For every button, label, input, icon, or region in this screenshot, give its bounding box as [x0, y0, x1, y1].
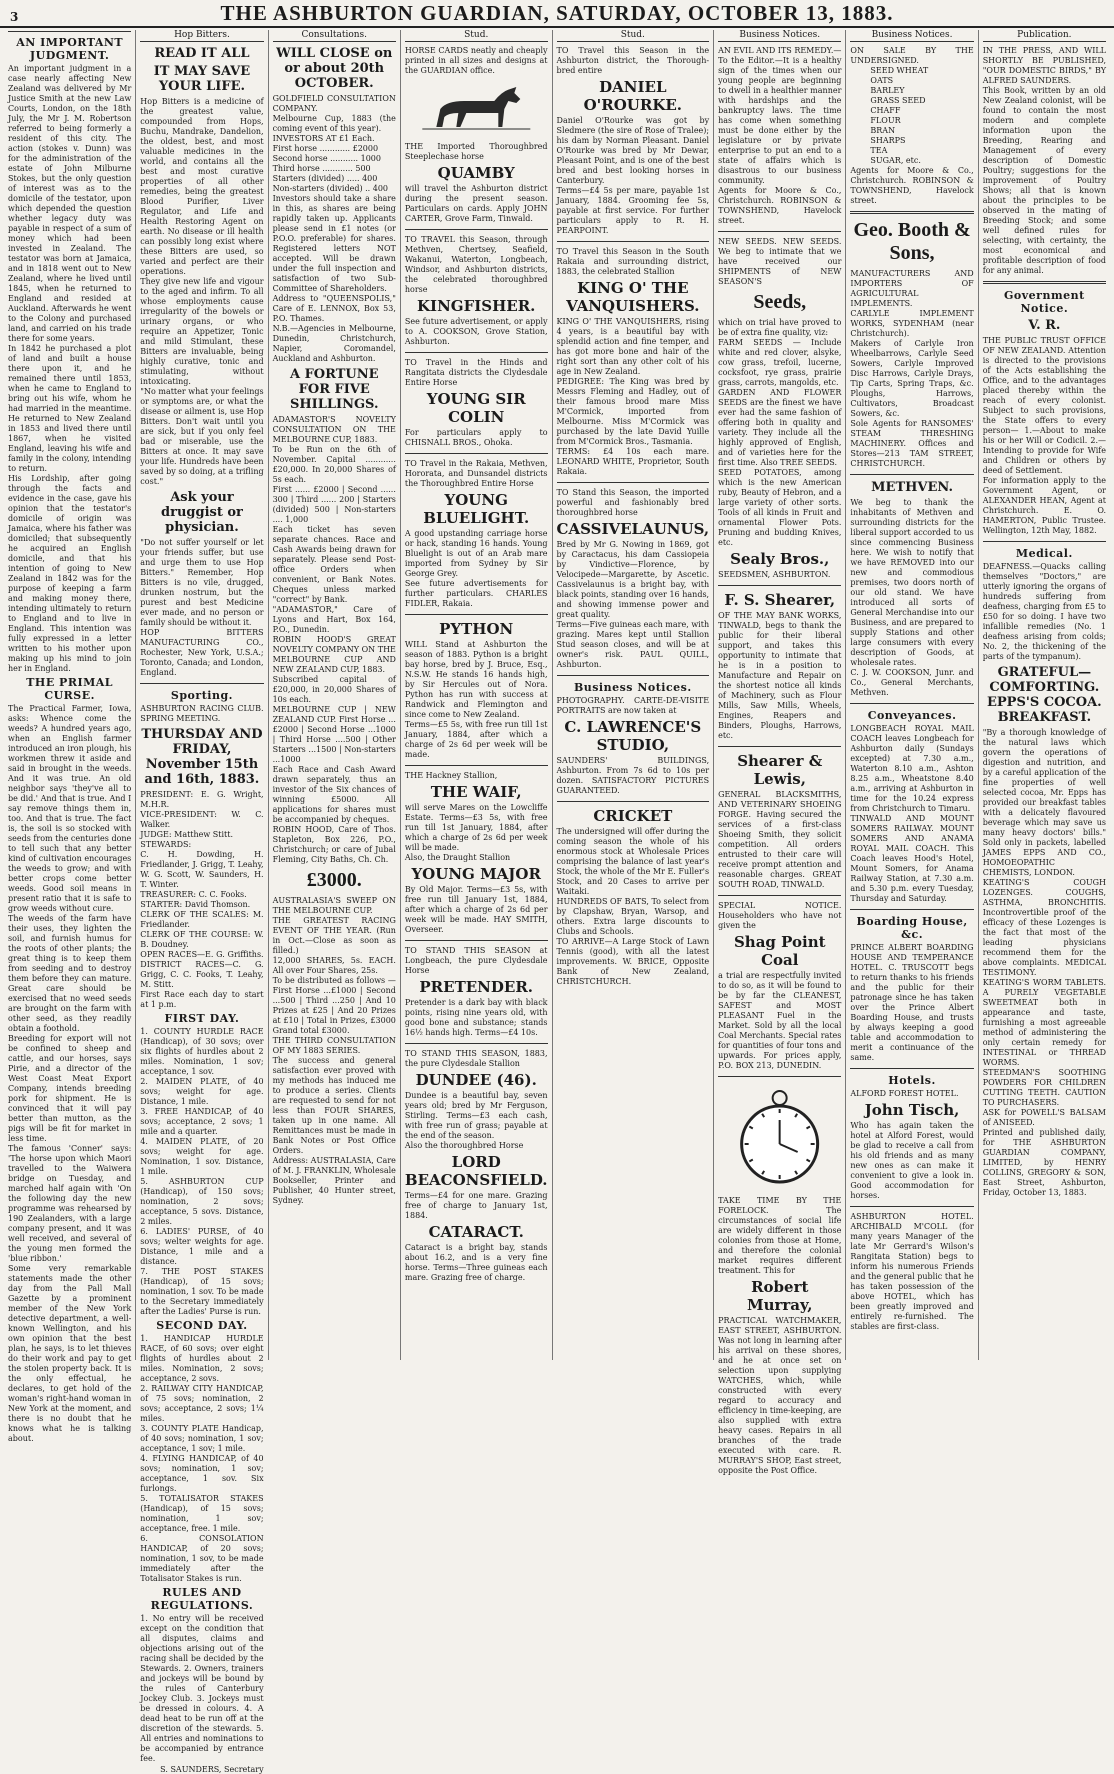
column-header: Business Notices.: [850, 30, 973, 42]
section-heading: RULES AND REGULATIONS.: [150, 1586, 254, 1612]
column-4: [401, 30, 553, 1360]
paragraph: TO Stand this Season, the imported powerful and fashionably bred thoroughbred horse: [556, 488, 710, 517]
paragraph: Hop Bitters is a medicine of the greatest value, compounded from Hops, Buchu, Mandrake, Dandelion, the oldest, best, and most valuable medicines in the world, and contains all the best and most curative properties of all other remedies, being the greatest Blood Purifier, Liver Regulator, and Life and Health Restoring Agent on earth. No disease or ill health can possibly long exist where these Bitters are used, so varied and perfect are their operations.: [140, 97, 264, 276]
paragraph: 5. TOTALISATOR STAKES (Handicap), of 15 sovs; nomination, 1 sov; acceptance, free. 1 mile.: [140, 1494, 264, 1533]
paragraph: DEAFNESS.—Quacks calling themselves "Doctors," are utterly ignoring the organs of hundreds suffering from deafness, charging from £5 to £50 for so doing. I have two infallible remedies (No. 1 deafness arising from colds; No. 2, the thickening of the parts of the tympanum).: [982, 562, 1106, 661]
paragraph: TO TRAVEL this Season, through Methven, Chertsey, Seafield, Wakanui, Waterton, Longbeach, Windsor, and Ashburton districts, the celebrated thoroughbred horse: [404, 235, 548, 294]
display-line: IT MAY SAVE YOUR LIFE.: [153, 64, 251, 94]
centered-line: TREASURER: C. C. Fooks.: [140, 890, 247, 899]
list-item: FLOUR: [870, 116, 901, 125]
advert-name: C. LAWRENCE'S STUDIO,: [564, 718, 702, 754]
paragraph: Daniel O'Rourke was got by Sledmere (the sire of Rose of Tralee); his dam by Norman Pleasant. Daniel O'Rourke was bred by Mr Dewar, Pleasant Point, and is one of the best bred and best looking horses in Canterbury.: [556, 116, 710, 185]
advert-headline: Seeds,: [753, 291, 807, 313]
paragraph: The undersigned will offer during the coming season the whole of his enormous stock at Wholesale Prices comprising the balance of last year's Stock, the whole of the Mr E. Fuller's Stock, and 20 Cases to arrive per Waitaki.: [556, 827, 710, 896]
paragraph: FARM SEEDS — Include white and red clover, alsyke, cow grass, trefoil, lucerne, cocksfoot, rye grass, prairie grass, carrots, mangolds, etc.: [718, 338, 842, 387]
divider: [405, 1043, 548, 1044]
list-item: SEED WHEAT: [870, 66, 929, 75]
paragraph: 5. ASHBURTON CUP (Handicap), of 150 sovs; nomination, 2 sovs; acceptance, 5 sovs. Distance, 2 miles.: [140, 1177, 264, 1226]
advert-name: YOUNG SIR COLIN: [426, 390, 526, 426]
divider: [850, 1068, 973, 1069]
paragraph: Bred by Mr G. Nowing in 1869, got by Caractacus, his dam Cassiopeia by Vindictive—Florence, by Velocipede—Margarette, by Ascetic. Cassivelaunus is a bright bay, with black points, standing over 16 hands, and showing immense power and great quality.: [556, 540, 710, 619]
advert-name: CRICKET: [593, 807, 673, 825]
paragraph: 6. LADIES' PURSE, of 40 sovs; welter weights for age. Distance, 1 mile and a distance.: [140, 1227, 264, 1266]
paragraph: PHOTOGRAPHY. CARTE-DE-VISITE PORTRAITS are now taken at: [556, 696, 710, 715]
paragraph: C. J. W. COOKSON, Junr. and Co., General Merchants, Methven.: [850, 668, 974, 697]
paragraph: Address to "QUEENSPOLIS," Care of E. LENNOX, Box 53, P.O. Thames.: [272, 294, 396, 323]
paragraph: We beg to thank the inhabitants of Methven and surrounding districts for the liberal support accorded to us since commencing Business here. We wish to notify that we have REMOVED into our new and commodious premises, two doors north of our old stand. We have introduced all sorts of General Merchandise into our Business, and are prepared to supply Stations and other large consumers with every description of Goods, at wholesale rates.: [850, 498, 974, 667]
column-header: Publication.: [983, 30, 1106, 42]
centered-line: CLERK OF THE COURSE: W. B. Doudney.: [140, 930, 264, 949]
section-heading: THE PRIMAL CURSE.: [26, 676, 114, 702]
paragraph: THE Hackney Stallion,: [404, 771, 498, 780]
paragraph: MANUFACTURERS AND IMPORTERS OF AGRICULTURAL IMPLEMENTS.: [850, 269, 974, 308]
paragraph: Starters (divided) ..... 400: [272, 174, 378, 183]
centered-line: ROBIN HOOD'S GREAT NOVELTY COMPANY ON THE MELBOURNE CUP AND NEW ZEALAND CUP, 1883.: [272, 635, 396, 674]
centered-line: JUDGE: Matthew Stitt.: [140, 830, 234, 839]
divider: [405, 453, 548, 454]
divider: [718, 231, 841, 232]
paragraph: GARDEN AND FLOWER SEEDS are the finest we have ever had the same fashion of offering both in quality and variety. They include all the highly approved of English, and of varieties here for the first time. Also TREE SEEDS.: [718, 388, 842, 467]
column-header: Hop Bitters.: [140, 30, 263, 42]
paragraph: IN THE PRESS, AND WILL SHORTLY BE PUBLISHED, "OUR DOMESTIC BIRDS," BY ALFRED SAUNDERS.: [982, 46, 1106, 85]
paragraph: Investors should take a share in this, as shares are being rapidly taken up. Applicants please send in £1 notes (or P.O.O. preferable) for shares. Registered letters NOT accepted. Will be drawn under the full inspection and satisfaction of two Sub-Committee of Shareholders.: [272, 194, 396, 293]
centered-line: VICE-PRESIDENT: W. C. Walker.: [140, 810, 264, 829]
paragraph: Breeding for export will not be confined to sheep and cattle, and our horses, says Pirie, and a director of the West Coast Meat Export Company, intends breeding pork for shipment. He is convinced that it will pay better than mutton, as the pigs will be fit for market in less time.: [8, 1034, 132, 1143]
paragraph: ASHBURTON RACING CLUB. SPRING MEETING.: [140, 704, 264, 723]
paragraph: 4. MAIDEN PLATE, of 20 sovs; weight for age. Nomination, 1 sov. Distance, 1 mile.: [140, 1137, 264, 1176]
paragraph: Third horse ............ 500: [272, 164, 371, 173]
paragraph: 12,000 SHARES, 5s. EACH. All over Four Shares, 25s.: [272, 956, 396, 975]
advert-name: DUNDEE (46).: [415, 1071, 537, 1089]
section-heading: Conveyances.: [867, 709, 957, 722]
section-heading: Sporting.: [170, 689, 233, 702]
paragraph: The weeds of the farm have their uses, they lighten the soil, and furnish humus for the roots of other plants; the great thing is to keep them from seeding and to destroy them before they can mature. Great care should be exercised that no weed seeds are brought on the farm with other seed, as they readily obtain a foothold.: [8, 914, 132, 1033]
display-line: A FORTUNE FOR FIVE SHILLINGS.: [289, 367, 379, 412]
paragraph: Who has again taken the hotel at Alford Forest, would be glad to receive a call from his old friends and as many new ones as can make it convenient to give a look in. Good accommodation for horses.: [850, 1121, 974, 1200]
paragraph: TAKE TIME BY THE FORELOCK. The circumstances of social life are widely different in those colonies from those at Home, and therefore the colonial market requires different treatment. This for: [718, 1196, 842, 1275]
paragraph: Sole Agents for RANSOMES' STEAM THRESHING MACHINERY. Offices and Stores—213 TAM STREET, CHRISTCHURCH.: [850, 419, 974, 468]
paragraph: The Practical Farmer, Iowa, asks: Whence come the weeds? A hundred years ago, when an English farmer introduced an iron plough, his workmen threw it aside and said in brought in the weeds. And it was true. An old neighbor says 'they've all to be did.' And that is true. And I say remove things them in, too. And that is true. The fact is, the soil is so stocked with seeds from the centuries done to tell such that any better kind of cultivation encourages the weeds to grow; and with better crops come better weeds. Good soil means in present ratio that it is safe to grow weeds without cure.: [8, 704, 132, 913]
column-1: [4, 30, 136, 1443]
divider: [405, 940, 548, 941]
advert-name: Sealy Bros.,: [730, 550, 830, 568]
paragraph: Melbourne Cup, 1883 (the coming event of this year).: [272, 114, 396, 133]
paragraph: To be distributed as follows — First Horse ...£1000 | Second ...500 | Third ...250 | And 10 Prizes at £25 | And 20 Prizes at £10 | Total in Prizes, £3000 Grand total £3000.: [272, 976, 396, 1035]
section-heading: Hotels.: [888, 1074, 936, 1087]
divider: [557, 482, 710, 483]
paragraph: KING O' THE VANQUISHERS, rising 4 years, is a beautiful bay with splendid action and fine temper, and has got more bone and hair of the right sort than any other colt of his age in New Zealand.: [556, 317, 710, 376]
paragraph: Address: AUSTRALASIA, Care of M. J. FRANKLIN, Wholesale Bookseller, Printer and Publisher, 40 Hunter street, Sydney.: [272, 1156, 396, 1205]
paragraph: 3. COUNTY PLATE Handicap, of 40 sovs; nomination, 1 sov; acceptance, 1 sov; 1 mile.: [140, 1424, 264, 1453]
list-item: BRAN: [870, 126, 896, 135]
paragraph: Printed and published daily, for THE ASHBURTON GUARDIAN COMPANY, LIMITED, by HENRY COLLINS, GREGORY & SON, East Street, Ashburton, Friday, October 13, 1883.: [982, 1128, 1106, 1197]
paragraph: PRINCE ALBERT BOARDING HOUSE AND TEMPERANCE HOTEL. C. TRUSCOTT begs to return thanks to his friends and the public for their patronage since he has taken over the Prince Albert Boarding House, and trusts by always keeping a good table and accommodation to merit a continuance of the same.: [850, 943, 974, 1062]
paragraph: ASK for POWELL'S BALSAM of ANISEED.: [982, 1108, 1106, 1127]
column-8: [979, 30, 1110, 1360]
paragraph: In 1842 he purchased a plot of land and built a house there upon it, and he remained there until 1853, when he came to England to bring out his wife, whom he had married in the meantime. He returned to New Zealand in 1853 and lived there until 1867, when he visited England, leaving his wife and family in the colony, intending to return.: [8, 344, 132, 473]
paragraph: First Race each day to start at 1 p.m.: [140, 990, 264, 1009]
paragraph: HOP BITTERS MANUFACTURING CO., Rochester, New York, U.S.A.; Toronto, Canada; and London, England.: [140, 628, 264, 677]
paragraph: ON SALE BY THE UNDERSIGNED.: [850, 46, 974, 65]
masthead: [0, 0, 1114, 28]
paragraph: PEDIGREE: The King was bred by Messrs Fleming and Hadley, out of their famous brood mare Miss M'Cormick, imported from Melbourne. Miss M'Cormick was purchased by the late David Yuille from M'Cormick Bros., Tasmania.: [556, 377, 710, 446]
newspaper-title: THE ASHBURTON GUARDIAN, SATURDAY, OCTOBER 13, 1883.: [220, 1, 894, 25]
display-line: Ask your druggist or physician.: [161, 490, 243, 535]
paragraph: LONGBEACH ROYAL MAIL COACH leaves Longbeach for Ashburton daily (Sundays excepted) at 7.30 a.m., Waterton 8.10 a.m., Ashton 8.25 a.m., Wheatstone 8.40 a.m., arriving at Ashburton in time for the 10.24 express from Christchurch to Timaru.: [850, 724, 974, 813]
paragraph: Some very remarkable statements made the other day from the Pall Mall Gazette by a prominent member of the New York detective department, a well-known Wellington, and his own opinion that the best plan, he says, is to let thieves do their work and pay to get the stolen property back. It is the only effectual, he declares, to get hold of the woman's right-hand woman in New York at the moment, and there is no doubt that he knows what he is talking about.: [8, 1264, 132, 1443]
paragraph: By Old Major. Terms—£3 5s, with free run till January 1st, 1884, after which a charge of 2s 6d per week will be made. HAY SMITH, Overseer.: [404, 885, 548, 934]
advert-name: YOUNG BLUELIGHT.: [423, 491, 530, 527]
section-heading: Medical.: [1015, 547, 1073, 560]
paragraph: ROBIN HOOD, Care of Thos. Stapleton, Box 226, P.O., Christchurch; or care of Jubal Fleming, City Baths, Ch. Ch.: [272, 825, 396, 864]
paragraph: AN EVIL AND ITS REMEDY.—To the Editor.—It is a healthy sign of the times when our young people are beginning to dwell in a healthier manner with hardships and the bankruptcy laws. The time has come when something must be done either by the legislature or by private enterprise to put an end to a state of affairs which is disastrous to our business community.: [718, 46, 842, 185]
advert-name: QUAMBY: [437, 164, 515, 182]
divider: [405, 229, 548, 230]
paragraph: HUNDREDS OF BATS, To select from by Clapshaw, Bryan, Warsop, and others. Extra large discounts to Clubs and Schools.: [556, 897, 710, 936]
divider: [718, 746, 841, 747]
centered-line: THE THIRD CONSULTATION OF MY 1883 SERIES.: [272, 1036, 396, 1055]
centered-line: GOLDFIELD CONSULTATION COMPANY.: [272, 94, 396, 113]
divider: [850, 703, 973, 704]
paragraph: His Lordship, after going through the facts and evidence in the case, gave his opinion that the testator's domicile of origin was Jamaica, where his father was domiciled; that subsequently he acquired an English domicile, and that his intention of going to New Zealand in 1842 was for the purpose of keeping a farm and making money there, intending ultimately to return to England and to live in England. This intention was fully expressed in a letter written to his mother upon making up his mind to join her in England.: [8, 474, 132, 673]
paragraph: TO ARRIVE—A Large Stock of Lawn Tennis (good), with all the latest improvements. W. BRICE, Opposite Bank of New Zealand, CHRISTCHURCH.: [556, 937, 710, 986]
list-item: BARLEY: [870, 86, 905, 95]
advert-name: KING O' THE VANQUISHERS.: [566, 279, 700, 315]
divider: [850, 1206, 973, 1207]
column-header: Business Notices.: [718, 30, 841, 42]
paragraph: TO Travel this Season in the South Rakaia and surrounding district, 1883, the celebrated Stallion: [556, 247, 710, 276]
paragraph: The success and general satisfaction ever proved with my methods has induced me to produce a series. Clients are requested to send for not less than FOUR SHARES, taken up in one name. All Remittances must be made in Bank Notes or Post Office Orders.: [272, 1056, 396, 1155]
paragraph: TO STAND THIS SEASON at Longbeach, the pure Clydesdale Horse: [404, 946, 548, 975]
paragraph: For particulars apply to CHISNALL BROS., Ohoka.: [404, 428, 548, 447]
page-number: 3: [10, 10, 19, 24]
divider: [718, 585, 841, 586]
advert-name: Robert Murray,: [746, 1278, 813, 1314]
advert-name: PYTHON: [439, 620, 514, 638]
paragraph: Dundee is a beautiful bay, seven years old; bred by Mr Ferguson, Stirling. Terms—£3 each cash, with free run of grass; payable at the end of the season.: [404, 1091, 548, 1140]
divider: [718, 895, 841, 896]
paragraph: TO Travel in the Rakaia, Methven, Hororata, and Dunsandel districts the Thoroughbred Entire Horse: [404, 459, 548, 488]
centered-line: CLERK OF THE SCALES: M. Friedlander.: [140, 910, 264, 929]
advert-name: THE WAIF,: [430, 783, 522, 801]
column-6: [714, 30, 846, 1475]
double-divider: [983, 281, 1106, 284]
divider: [405, 765, 548, 766]
paragraph: See future advertisements for further particulars. CHARLES FIDLER, Rakaia.: [404, 579, 548, 608]
paragraph: First ...... £2000 | Second ...... 300 | Third ...... 200 | Starters (divided) 500 | Non-starters .... 1,000: [272, 485, 396, 524]
paragraph: 4. FLYING HANDICAP, of 40 sovs; nomination, 1 sov; acceptance, 1 sov. Six furlongs.: [140, 1454, 264, 1493]
paragraph: Terms—£5 5s, with free run till 1st January, 1884, after which a charge of 2s 6d per week will be made.: [404, 720, 548, 759]
paragraph: 2. RAILWAY CITY HANDICAP, of 75 sovs; nomination, 2 sovs; acceptance, 2 sovs; 1¼ miles.: [140, 1384, 264, 1423]
signature: S. SAUNDERS, Secretary: [160, 1765, 264, 1774]
paragraph: TERMS: £4 10s each mare. LEONARD WHITE, Proprietor, South Rakaia.: [556, 447, 710, 476]
centered-line: AUSTRALASIA'S SWEEP ON THE MELBOURNE CUP.: [272, 896, 396, 915]
advert-name: LORD BEACONSFIELD.: [404, 1153, 548, 1189]
advert-name: DANIEL O'ROURKE.: [583, 78, 683, 114]
section-heading: SECOND DAY.: [156, 1319, 248, 1332]
column-header: Stud.: [405, 30, 548, 42]
paragraph: For information apply to the Government Agent, or ALEXANDER HEAN, Agent at Christchurch. E. O. HAMERTON, Public Trustee. Wellington, 12th May, 1882.: [982, 476, 1106, 535]
paragraph: GENERAL BLACKSMITHS, AND VETERINARY SHOEING FORGE. Having secured the services of a first-class Shoeing Smith, they solicit competition. All orders entrusted to their care will receive prompt attention and reasonable charges. GREAT SOUTH ROAD, TINWALD.: [718, 790, 842, 889]
centered-line: ADAMASTOR'S NOVELTY CONSULTATION ON THE MELBOURNE CUP, 1883.: [272, 415, 396, 444]
paragraph: TINWALD AND MOUNT SOMERS RAILWAY. MOUNT SOMERS AND ANAMA ROYAL MAIL COACH. This Coach leaves Hood's Hotel, Mount Somers, for Anama Railway Station, at 7.30 a.m. and 5.30 p.m. every Tuesday, Thursday and Saturday.: [850, 814, 974, 903]
display-line: V. R.: [1028, 318, 1061, 333]
display-line: METHVEN.: [871, 480, 953, 495]
paragraph: Agents for Moore & Co., Christchurch. ROBINSON & TOWNSHEND, Havelock street.: [850, 166, 974, 205]
column-7: [846, 30, 978, 1360]
paragraph: Each Race and Cash Award drawn separately, thus an investor of the Six chances of winning £5000. All applications for shares must be accompanied by cheques.: [272, 765, 396, 824]
display-line: WILL CLOSE on or about 20th OCTOBER.: [276, 46, 393, 91]
advert-name: F. S. Shearer,: [724, 591, 836, 609]
list-item: TEA: [870, 146, 888, 155]
paragraph: TO STAND THIS SEASON, 1883, the pure Clydesdale Stallion: [404, 1049, 548, 1068]
paragraph: SAUNDERS' BUILDINGS, Ashburton. From 7s 6d to 10s per dozen. SATISFACTORY PICTURES GUARANTEED.: [556, 756, 710, 795]
display-line: GRATEFUL—COMFORTING. EPPS'S COCOA. BREAKFAST.: [987, 665, 1102, 725]
list-item: SUGAR, etc.: [870, 156, 921, 165]
paragraph: Terms—£4 5s per mare, payable 1st January, 1884. Grooming fee 5s, payable at first service. For further particulars apply to R. H. PEARPOINT.: [556, 186, 710, 235]
divider: [983, 541, 1106, 542]
advert-name: CASSIVELAUNUS,: [556, 520, 710, 538]
column-header: Stud.: [557, 30, 710, 42]
paragraph: NEW SEEDS. NEW SEEDS. We beg to intimate that we have received our SHIPMENTS of NEW SEASON'S: [718, 237, 842, 286]
paragraph: TO Travel this Season in the Ashburton district, the Thorough-bred entire: [556, 46, 710, 75]
paragraph: KEATING'S COUGH LOZENGES. COUGHS, ASTHMA, BRONCHITIS. Incontrovertible proof of the efficacy of these Lozenges is the fact that most of the leading physicians recommend them for the above complaints. MEDICAL TESTIMONY.: [982, 878, 1106, 977]
display-line: THURSDAY AND FRIDAY, November 15th and 16th, 1883.: [141, 727, 263, 787]
paragraph: THE PUBLIC TRUST OFFICE OF NEW ZEALAND. Attention is directed to the provisions of the Acts establishing the Office, and to the advantages placed thereby within the reach of every colonist. Subject to such provisions, the State offers to every person— 1.—About to make his or her Will or Codicil. 2.—Intending to provide for Wife and Children or others by deed of Settlement.: [982, 336, 1106, 475]
paragraph: MELBOURNE CUP | NEW ZEALAND CUP. First Horse ...£2000 | Second Horse ...1000 | Third Horse ....500 | Other Starters ...1500 | Non-starters ...1000: [272, 705, 396, 764]
section-heading: AN IMPORTANT JUDGMENT.: [16, 36, 124, 62]
section-heading: Government Notice.: [1004, 289, 1085, 315]
divider: [405, 352, 548, 353]
paragraph: Terms—£4 for one mare. Grazing free of charge to January 1st, 1884.: [404, 1191, 548, 1220]
centered-line: STARTER: David Thomson.: [140, 900, 251, 909]
pocket-watch-illustration: [718, 1082, 841, 1192]
display-line: READ IT ALL: [154, 46, 250, 61]
advert-name: John Tisch,: [864, 1101, 960, 1119]
paragraph: KEATING'S WORM TABLETS. A PURELY VEGETABLE SWEETMEAT both in appearance and taste, furnishing a most agreeable method of administering the only certain remedy for INTESTINAL or THREAD WORMS.: [982, 978, 1106, 1067]
paragraph: They give new life and vigour to the aged and infirm. To all whose employments cause irregularity of the bowels or urinary organs, or who require an Appetizer, Tonic and mild Stimulant, these Bitters are invaluable, being highly curative, tonic and stimulating, without intoxicating.: [140, 277, 264, 386]
paragraph: "By a thorough knowledge of the natural laws which govern the operations of digestion and nutrition, and by a careful application of the fine properties of well selected cocoa, Mr. Epps has provided our breakfast tables with a delicately flavoured beverage which may save us many heavy doctors' bills." Sold only in packets, labelled JAMES EPPS AND CO., HOMOEOPATHIC CHEMISTS, LONDON.: [982, 728, 1106, 877]
paragraph: SEED POTATOES, among which is the new American ruby, Beauty of Hebron, and a large variety of other sorts. Tools of all kinds in Fruit and ornamental Flower Pots. Pruning and budding Knives, etc.: [718, 468, 842, 547]
paragraph: ALFORD FOREST HOTEL.: [850, 1089, 959, 1098]
advert-name: KINGFISHER.: [417, 297, 536, 315]
advert-name: YOUNG MAJOR: [411, 865, 541, 883]
paragraph: Subscribed capital of £20,000, in 20,000 Shares of 10s each.: [272, 675, 396, 704]
paragraph: SEEDSMEN, ASHBURTON.: [718, 570, 831, 579]
paragraph: This Book, written by an old New Zealand colonist, will be found to contain the most modern and complete information upon the Breeding, Rearing and Management of every description of Domestic Poultry; suggestions for the improvement of Poultry Shows; all that is known about the principles to be observed in the mating of Breeding Stock; and some well defined rules for selecting, with certainty, the most economical and profitable description of food for any animal.: [982, 86, 1106, 275]
paragraph: Also, the Draught Stallion: [404, 853, 511, 862]
paragraph: Makers of Carlyle Iron Wheelbarrows, Carlyle Seed Sowers, Carlyle Improved Disc Harrows, Carlyle Drays, Tip Carts, Spring Traps, &c. Ploughs, Harrows, Cultivators, Broadcast Sowers, &c.: [850, 339, 974, 418]
advert-name: PRETENDER.: [419, 978, 534, 996]
paragraph: a trial are respectfully invited to do so, as it will be found to be by far the CLEANEST, SAFEST and MOST PLEASANT Fuel in the Market. Sold by all the local Coal Merchants. Special rates for quantities of four tons and upwards. For prices apply, P.O. BOX 213, DUNEDIN.: [718, 971, 842, 1070]
list-item: OATS: [870, 76, 894, 85]
advert-name: CATARACT.: [428, 1223, 524, 1241]
paragraph: To be Run on the 6th of November. Capital ............ £20,000. In 20,000 Shares of 5s each.: [272, 445, 396, 484]
divider: [850, 474, 973, 475]
paragraph: STEEDMAN'S SOOTHING POWDERS FOR CHILDREN CUTTING TEETH. CAUTION TO PURCHASERS.: [982, 1068, 1106, 1107]
paragraph: SPECIAL NOTICE. Householders who have not given the: [718, 901, 842, 930]
paragraph: Also the thoroughbred Horse: [404, 1141, 524, 1150]
section-heading: Business Notices.: [573, 681, 692, 694]
section-heading: Boarding House, &c.: [856, 915, 968, 941]
divider: [557, 241, 710, 242]
paragraph: which on trial have proved to be of extra fine quality, viz:: [718, 318, 842, 337]
divider: [557, 675, 710, 676]
paragraph: CARLYLE IMPLEMENT WORKS, SYDENHAM (near Christchurch).: [850, 309, 974, 338]
column-3: [269, 30, 401, 1360]
column-header: [8, 30, 131, 32]
horse-illustration: [405, 79, 548, 139]
paragraph: First horse ............ £2000: [272, 144, 379, 153]
paragraph: 6. CONSOLATION HANDICAP, of 20 sovs; nomination, 1 sov, to be made immediately after the Totalisator Stakes is run.: [140, 1534, 264, 1583]
paragraph: "ADAMASTOR," Care of Lyons and Hart, Box 164, P.O., Dunedin.: [272, 605, 396, 634]
advert-headline: Geo. Booth & Sons,: [853, 219, 971, 264]
divider: [557, 801, 710, 802]
advert-headline: £3000.: [306, 869, 362, 891]
paragraph: Each ticket has seven separate chances. Race and Cash Awards being drawn for separately. Please send Post-office Orders when convenient, or Bank Notes. Cheques unless marked "correct" by Bank.: [272, 525, 396, 604]
list-item: CHAFF: [870, 106, 901, 115]
paragraph: THE GREATEST RACING EVENT OF THE YEAR. (Run in Oct.—Close as soon as filled.): [272, 916, 396, 955]
paragraph: Terms—Five guineas each mare, with grazing. Mares kept until Stallion Stud season closes, and will be at owner's risk. PAUL QUILL, Ashburton.: [556, 620, 710, 669]
paragraph: C. H. Dowding, H. Friedlander, J. Grigg, T. Leahy, W. G. Scott, W. Saunders, H. T. Winter.: [140, 850, 264, 889]
column-5: [553, 30, 715, 1360]
paragraph: See future advertisement, or apply to A. COOKSON, Grove Station, Ashburton.: [404, 317, 548, 346]
newspaper-columns: [4, 30, 1110, 1774]
paragraph: 2. MAIDEN PLATE, of 40 sovs; weight for age. Distance, 1 mile.: [140, 1077, 264, 1106]
paragraph: Second horse ........... 1000: [272, 154, 381, 163]
section-heading: FIRST DAY.: [164, 1012, 240, 1025]
paragraph: OPEN RACES—E. G. Griffiths. DISTRICT RACES—C. G. Grigg, C. C. Fooks, T. Leahy, M. Stitt.: [140, 950, 264, 989]
paragraph: Non-starters (divided) .. 400: [272, 184, 389, 193]
centered-line: PRESIDENT: E. G. Wright, M.H.R.: [140, 790, 264, 809]
paragraph: THE Imported Thoroughbred Steeplechase horse: [404, 142, 548, 161]
column-2: [136, 30, 268, 1774]
paragraph: will serve Mares on the Lowcliffe Estate. Terms—£3 5s, with free run till 1st January, 1884, after which a charge of 2s 6d per week will be made.: [404, 803, 548, 852]
paragraph: The famous 'Conner' says: 'The horse upon which Maori travelled to the Waiwera bridge on Tuesday, and marched half again with 'On the following day the new programme was rehearsed by 190 Zealanders, with a large company present, and it was well received, and several of the young men formed the 'blue ribbon.': [8, 1144, 132, 1263]
paragraph: TO Travel in the Hinds and Rangitata districts the Clydesdale Entire Horse: [404, 358, 548, 387]
goods-list: [850, 66, 973, 166]
paragraph: OF THE MAY BANK WORKS, TINWALD, begs to thank the public for their liberal support, and takes this opportunity to intimate that he is in a position to Manufacture and Repair on the shortest notice all kinds of Machinery, such as Flour Mills, Saw Mills, Wheels, Engines, Reapers and Binders, Ploughs, Harrows, etc.: [718, 611, 842, 740]
paragraph: A good upstanding carriage horse or hack, standing 16 hands. Young Bluelight is out of an Arab mare imported from Sydney by Sir George Grey.: [404, 529, 548, 578]
list-item: SHARPS: [870, 136, 906, 145]
divider: [405, 614, 548, 615]
advert-name: Shag Point Coal: [733, 933, 826, 969]
list-item: GRASS SEED: [870, 96, 926, 105]
double-divider: [850, 211, 973, 214]
paragraph: 1. COUNTY HURDLE RACE (Handicap), of 30 sovs; over six flights of hurdles about 2 miles. Nomination, 1 sov; acceptance, 1 sov.: [140, 1027, 264, 1076]
paragraph: An important judgment in a case nearly affecting New Zealand was delivered by Mr Justice Smith at the new Law Courts, London, on the 18th July, the Mr J. M. Robertson referred to being formerly a resident of this city. The action (stokes v. Dunn) was for the administration of the estate of John Milburne Stokes, but the only question of interest was as to the domicile of the testator, upon which depended the question whether legacy duty was payable in respect of a sum of money which had been invested in Zealand. The testator was born at Jamaica, and in 1818 went out to New Zealand, where he lived until 1845, when he returned to England and resided at Auckland. Afterwards he went to the Colony and purchased land, and carried on his trade there for some years.: [8, 64, 132, 343]
paragraph: ASHBURTON HOTEL. ARCHIBALD M'COLL (for many years Manager of the late Mr Gerrard's Wilson's Rangitata Station) begs to inform his numerous Friends and the general public that he has taken possession of the above HOTEL, which has been greatly improved and entirely re-furnished. The stables are first-class.: [850, 1212, 974, 1331]
paragraph: 1. HANDICAP HURDLE RACE, of 60 sovs; over eight flights of hurdles about 2 miles. Nomination, 2 sovs; acceptance, 2 sovs.: [140, 1334, 264, 1383]
paragraph: 3. FREE HANDICAP, of 40 sovs; acceptance, 2 sovs; 1 mile and a quarter.: [140, 1107, 264, 1136]
paragraph: "No matter what your feelings or symptoms are, or what the disease or ailment is, use Hop Bitters. Don't wait until you are sick, but if you only feel bad or miserable, use the Bitters at once. It may save your life. Hundreds have been saved by so doing, at a trifling cost.": [140, 387, 264, 486]
paragraph: 7. THE POST STAKES (Handicap), of 15 sovs; nomination, 1 sov. To be made to the Secretary immediately after the Ladies' Purse is run.: [140, 1267, 264, 1316]
column-header: Consultations.: [273, 30, 396, 42]
paragraph: will travel the Ashburton district during the present season. Particulars on cards. Apply JOHN CARTER, Grove Farm, Tinwald.: [404, 184, 548, 223]
divider: [718, 1076, 841, 1077]
centered-line: INVESTORS AT £1 Each.: [272, 134, 375, 143]
paragraph: N.B.—Agencies in Melbourne, Dunedin, Christchurch, Napier, Coromandel, Auckland and Ashburton.: [272, 324, 396, 363]
paragraph: PRACTICAL WATCHMAKER, EAST STREET, ASHBURTON. Was not long in learning after his arrival on these shores, and he at once set on selection upon supplying WATCHES, which, while constructed with every regard to accuracy and efficiency in time-keeping, are also supplied with extra heavy cases. Repairs in all branches of the trade executed with care. R. MURRAY'S SHOP, East street, opposite the Post Office.: [718, 1316, 842, 1475]
paragraph: 1. No entry will be received except on the condition that all disputes, claims and objections arising out of the racing shall be decided by the Stewards. 2. Owners, trainers and jockeys will be bound by the rules of Canterbury Jockey Club. 3. Jockeys must be dressed in colours. 4. A dead heat to be run off at the discretion of the stewards. 5. All entries and nominations to be accompanied by entrance fee.: [140, 1614, 264, 1763]
divider: [850, 909, 973, 910]
centered-line: STEWARDS:: [140, 840, 192, 849]
paragraph: "Do not suffer yourself or let your friends suffer, but use and urge them to use Hop Bitters." Remember, Hop Bitters is no vile, drugged, drunken nostrum, but the purest and best Medicine ever made, and no person or family should be without it.: [140, 538, 264, 627]
paragraph: WILL Stand at Ashburton the season of 1883. Python is a bright bay horse, bred by J. Bruce, Esq., N.S.W. He stands 16 hands high, by Sir Hercules out of Nora. Python has run with success at Randwick and Flemington and since come to New Zealand.: [404, 640, 548, 719]
divider: [140, 683, 263, 684]
paragraph: Cataract is a bright bay, stands about 16.2, and is a very fine horse. Terms—Three guineas each mare. Grazing free of charge.: [404, 1243, 548, 1282]
paragraph: HORSE CARDS neatly and cheaply printed in all sizes and designs at the GUARDIAN office.: [404, 46, 548, 75]
paragraph: Pretender is a dark bay with black points, rising nine years old, with good bone and substance; stands 16½ hands high. Terms—£4 10s.: [404, 998, 548, 1037]
advert-name: Shearer & Lewis,: [737, 752, 823, 788]
paragraph: Agents for Moore & Co., Christchurch. ROBINSON & TOWNSHEND, Havelock street.: [718, 186, 842, 225]
